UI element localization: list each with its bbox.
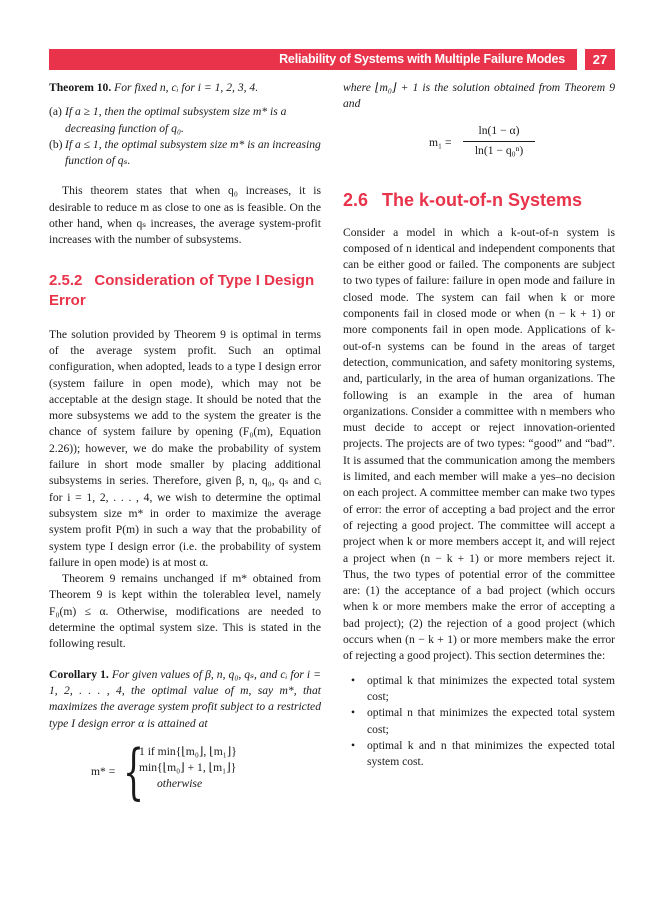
paragraph-type-i-error: The solution provided by Theorem 9 is optimal in terms of the average system profit. Such an optimal configuration, when adopted, leads to a type I design error (system failure in open mode), which may not be acceptable at the design stage. It should be noted that the more subsystems we add to the system the greater is the chance of system failure by opening (F₀(m), Equation 2.26)); however, we do make the probability of system failure in short mode smaller by placing additional subsystems in series. Therefore, given β, n, q₀, qₛ and cᵢ for i = 1, 2, . . . , 4, we wish to determine the optimal subsystem size m* in order to maximize the average system profit P(m) in such a way that the probability of system type I design error (i.e. the probability of system failure in open mode) is at most α. — [49, 327, 321, 569]
list-item — [343, 705, 615, 738]
bullet-icon: • — [351, 706, 356, 720]
formula-case-3: otherwise — [157, 776, 203, 790]
list-item-text: optimal k and n that minimizes the expected total system cost. — [367, 738, 615, 769]
list-item — [343, 738, 615, 771]
section-number: 2.5.2 — [49, 271, 83, 289]
formula-lhs: m* = — [91, 764, 116, 778]
optimal-m-formula — [49, 736, 321, 810]
bullet-icon: • — [351, 673, 356, 687]
list-item-text: optimal k that minimizes the expected total system cost; — [367, 673, 615, 703]
condition-a-label: (a) — [49, 105, 62, 119]
list-item-text: optimal n that minimizes the expected total system cost; — [367, 706, 615, 736]
corollary-label: Corollary 1. — [49, 667, 109, 681]
fraction-numerator: ln(1 − α) — [463, 123, 535, 142]
condition-b-label: (b) — [49, 137, 63, 151]
formula-case-1: 1 if min{⌊m₀⌋, ⌊m₁⌋} — [139, 744, 237, 758]
theorem-conditions — [49, 104, 321, 169]
condition-b-text: If a ≤ 1, the optimal subsystem size m* is an increasing function of qₛ. — [65, 137, 321, 168]
running-header-title: Reliability of Systems with Multiple Failure Modes — [279, 52, 565, 66]
list-item — [343, 673, 615, 706]
bullet-icon: • — [351, 738, 356, 752]
section-title: The k-out-of-n Systems — [382, 189, 583, 210]
objectives-list — [343, 673, 615, 771]
left-column — [49, 80, 321, 810]
corollary-1 — [49, 667, 321, 732]
section-heading-2-5-2 — [49, 271, 321, 311]
left-brace: { — [123, 736, 145, 807]
theorem-10 — [49, 80, 321, 96]
section-heading-2-6 — [343, 189, 615, 211]
section-title: Consideration of Type I Design Error — [49, 271, 315, 309]
theorem-text: For fixed n, cᵢ for i = 1, 2, 3, 4. — [114, 81, 259, 94]
m1-equation — [343, 121, 615, 167]
page-number: 27 — [585, 49, 615, 70]
paragraph-k-out-of-n: Consider a model in which a k-out-of-n system is composed of n identical and independent components that can be either good or failed. The components are subject to two types of failure: failure in open mode and failure in closed mode. The system can fail when k or more components fail in closed mode or when (n − k + 1) or more components fail in open mode. Applications of k-out-of-n systems can be found in the areas of target detection, communication, and safety monitoring systems, and, particularly, in the area of human organizations. The following is an example in the area of human organizations. Consider a committee with n members who must decide to accept or reject innovation-oriented projects. The projects are of two types: “good” and “bad”. It is assumed that the communication among the members is limited, and each member will make a yes–no decision on each project. A committee member can make two types of error: the error of accepting a bad project and the error of rejecting a good project. The committee will accept a project when k or more members accept it, and will reject a project when (n − k + 1) or more members reject it. Thus, the two types of potential error of the committee are: (1) the acceptance of a bad project (which occurs when k or more members make the error of accepting a bad project); (2) the rejection of a good project (which occurs when (n − k + 1) or more members make the error of rejecting a good project). This section determines the: — [343, 225, 615, 663]
section-number: 2.6 — [343, 189, 369, 210]
condition-a — [49, 104, 321, 137]
condition-a-text: If a ≥ 1, then the optimal subsystem size m* is a decreasing function of q₀. — [65, 105, 287, 135]
right-column — [343, 80, 615, 770]
equation-lhs: m₁ = — [429, 135, 452, 149]
fraction — [463, 123, 535, 160]
paragraph-theorem-explanation: This theorem states that when q₀ increases, it is desirable to reduce m as close to one as is feasible. On the other hand, when qₛ increases, the average system-profit increases with the number of subsystems. — [49, 184, 321, 247]
corollary-text: For given values of β, n, q₀, qₛ, and cᵢ for i = 1, 2, . . . , 4, the optimal value of m, say m*, that maximizes the average system profit subject to a restricted type I design error α is attained at — [49, 667, 321, 730]
theorem-label: Theorem 10. — [49, 81, 112, 94]
equation-intro: where ⌊m₀⌋ + 1 is the solution obtained from Theorem 9 and — [343, 81, 615, 111]
paragraph-theorem-9-remains: Theorem 9 remains unchanged if m* obtained from Theorem 9 is kept within the tolerableα level, namely F₀(m) ≤ α. Otherwise, modifications are needed to determine the optimal system size. This is stated in the following result. — [49, 572, 321, 651]
running-header-bar — [49, 49, 577, 70]
fraction-denominator: ln(1 − q₀ⁿ) — [474, 143, 524, 157]
formula-case-2: min{⌊m₀⌋ + 1, ⌊m₁⌋} — [139, 760, 237, 774]
condition-b — [49, 137, 321, 170]
